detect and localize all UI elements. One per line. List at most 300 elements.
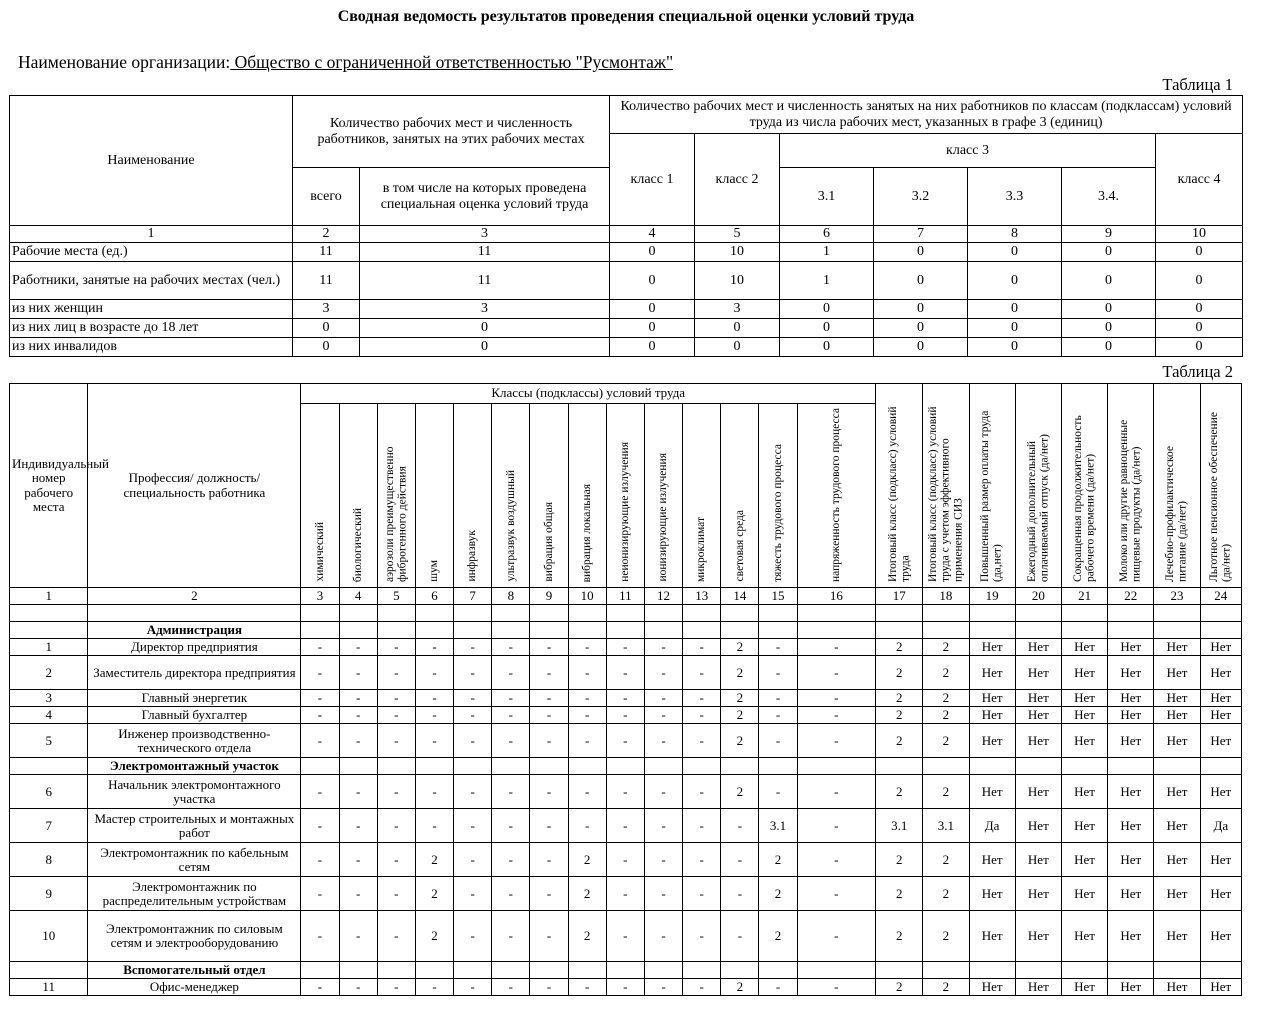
column-number: 24 [1200,588,1241,605]
value-cell: 0 [968,338,1062,357]
empty-cell [530,605,568,622]
value-cell: - [530,724,568,758]
header-factor-column [721,404,759,588]
column-number: 23 [1154,588,1200,605]
empty-cell [1200,962,1241,979]
header-factor-column [797,404,875,588]
profession-name: Начальник электромонтажного участка [88,775,301,809]
empty-cell [301,962,339,979]
workplace-number: 10 [10,911,88,962]
section-row [10,758,1242,775]
empty-cell [339,622,377,639]
value-cell: 0 [610,338,695,357]
value-cell: - [683,843,721,877]
value-cell: - [415,707,453,724]
value-cell: - [797,690,875,707]
value-cell: 2 [721,656,759,690]
header-class1: класс 1 [610,134,695,226]
value-cell: 0 [968,262,1062,300]
workplace-number: 1 [10,639,88,656]
value-cell: - [606,707,644,724]
value-cell: Нет [1015,843,1061,877]
value-cell: 0 [1156,338,1243,357]
table-row [10,911,1242,962]
value-cell: - [683,639,721,656]
value-cell: 2 [876,707,923,724]
empty-cell [568,758,606,775]
value-cell: - [606,877,644,911]
header-extra-label: Повышенный размер оплаты труда (да,нет) [979,410,1005,582]
empty-cell [1154,622,1200,639]
empty-cell [1015,622,1061,639]
header-extra-column [1015,384,1061,588]
value-cell: - [568,724,606,758]
empty-cell [492,962,530,979]
empty-cell [492,605,530,622]
value-cell: Нет [969,877,1015,911]
header-total: всего [293,168,360,226]
empty-cell [644,605,682,622]
empty-cell [683,605,721,622]
value-cell: - [606,724,644,758]
value-cell: - [568,707,606,724]
value-cell: - [797,877,875,911]
empty-cell [1108,962,1154,979]
value-cell: Нет [1200,979,1241,996]
value-cell: 0 [610,243,695,262]
empty-cell [923,758,969,775]
empty-cell [606,962,644,979]
table2-label: Таблица 2 [1162,362,1233,381]
workplace-number: 9 [10,877,88,911]
value-cell: - [606,639,644,656]
empty-cell [492,758,530,775]
value-cell: - [759,656,797,690]
value-cell: - [301,639,339,656]
value-cell: - [568,639,606,656]
organization-line [18,52,673,73]
table-row [10,775,1242,809]
table-row [10,656,1242,690]
value-cell: - [454,979,492,996]
value-cell: - [377,809,415,843]
value-cell: - [454,656,492,690]
value-cell: 3.1 [759,809,797,843]
empty-cell [530,962,568,979]
table-row [10,300,1243,319]
header-factor-column [568,404,606,588]
value-cell: 2 [876,724,923,758]
empty-cell [492,622,530,639]
section-title: Вспомогательный отдел [88,962,301,979]
value-cell: 11 [360,243,610,262]
header-classes-group: Количество рабочих мест и численность занятых на них работников по классам (подклассам) условий труда из числа рабочих мест, указанных в графе 3 (единиц) [610,96,1243,134]
value-cell: 0 [360,338,610,357]
column-numbers-row [10,588,1242,605]
value-cell: Нет [1015,979,1061,996]
value-cell: - [377,911,415,962]
header-extra-label: Сокращенная продолжительность рабочего времени (да/нет) [1071,415,1097,582]
value-cell: Нет [969,843,1015,877]
value-cell: 2 [876,843,923,877]
value-cell: - [721,809,759,843]
header-factor-column [683,404,721,588]
profession-name: Директор предприятия [88,639,301,656]
value-cell: 2 [721,639,759,656]
value-cell: - [377,775,415,809]
value-cell: - [492,639,530,656]
column-number: 6 [780,226,874,243]
empty-cell [797,605,875,622]
empty-cell [377,605,415,622]
value-cell: - [797,639,875,656]
empty-cell [1154,605,1200,622]
value-cell: Нет [1200,843,1241,877]
value-cell: - [683,775,721,809]
column-number: 1 [10,226,293,243]
value-cell: - [644,809,682,843]
table-row [10,843,1242,877]
column-number: 3 [360,226,610,243]
empty-cell [683,758,721,775]
empty-cell [301,605,339,622]
header-workplace-id: Индивидуальный номер рабочего места [10,384,88,588]
table-row [10,262,1243,300]
value-cell: - [454,775,492,809]
value-cell: Нет [1108,775,1154,809]
value-cell: - [530,690,568,707]
value-cell: Нет [1061,639,1107,656]
empty-cell [969,622,1015,639]
empty-cell [301,758,339,775]
value-cell: - [644,775,682,809]
value-cell: - [721,911,759,962]
value-cell: - [415,809,453,843]
value-cell: - [530,775,568,809]
empty-cell [759,758,797,775]
value-cell: - [606,656,644,690]
header-assessed: в том числе на которых проведена специальная оценка условий труда [360,168,610,226]
value-cell: - [797,724,875,758]
value-cell: 0 [610,319,695,338]
value-cell: Нет [1061,775,1107,809]
value-cell: 0 [780,300,874,319]
empty-cell [923,962,969,979]
empty-cell [876,622,923,639]
column-number: 1 [10,588,88,605]
empty-cell [530,758,568,775]
empty-cell [721,758,759,775]
value-cell: Нет [1108,639,1154,656]
value-cell: 2 [876,979,923,996]
value-cell: - [568,690,606,707]
value-cell: 2 [721,979,759,996]
value-cell: 0 [1062,300,1156,319]
value-cell: - [339,809,377,843]
header-classes: Классы (подклассы) условий труда [301,384,876,404]
row-name: из них инвалидов [10,338,293,357]
value-cell: 2 [923,911,969,962]
empty-cell [454,758,492,775]
table-row [10,639,1242,656]
empty-cell [759,605,797,622]
header-extra-column [1108,384,1154,588]
empty-cell [969,605,1015,622]
table-row [10,809,1242,843]
value-cell: - [683,690,721,707]
value-cell: Нет [1154,843,1200,877]
empty-cell [1200,605,1241,622]
column-numbers-row [10,226,1243,243]
empty-cell [721,962,759,979]
empty-cell [1108,605,1154,622]
value-cell: - [301,775,339,809]
column-number: 8 [968,226,1062,243]
empty-cell [1061,758,1107,775]
header-extra-label: Лечебно-профилактическое питание (да/нет) [1164,445,1189,582]
empty-cell [10,758,88,775]
value-cell: 1 [780,243,874,262]
profession-name: Инженер производственно-технического отдела [88,724,301,758]
value-cell: - [683,911,721,962]
row-name: из них женщин [10,300,293,319]
header-extra-column [969,384,1015,588]
value-cell: Нет [969,775,1015,809]
value-cell: 0 [1156,319,1243,338]
workplace-number: 2 [10,656,88,690]
value-cell: 0 [874,300,968,319]
value-cell: Нет [1061,809,1107,843]
value-cell: 0 [610,262,695,300]
value-cell: - [683,656,721,690]
empty-cell [1061,622,1107,639]
row-name: Работники, занятые на рабочих местах (чел.) [10,262,293,300]
value-cell: Нет [1015,775,1061,809]
header-sub-3-3: 3.3 [968,168,1062,226]
header-extra-label: Молоко или другие равноценные пищевые продукты (да/нет) [1118,419,1143,582]
blank-row [10,605,1242,622]
value-cell: 11 [293,243,360,262]
table-row [10,724,1242,758]
value-cell: - [606,979,644,996]
empty-cell [377,962,415,979]
value-cell: - [454,724,492,758]
header-factor-label: аэрозоли преимущественно фиброгенного действия [383,446,409,582]
header-factor-label: биологический [351,507,364,582]
value-cell: 0 [874,319,968,338]
value-cell: 2 [923,724,969,758]
value-cell: Да [1200,809,1241,843]
value-cell: 11 [293,262,360,300]
empty-cell [797,758,875,775]
value-cell: Нет [1061,877,1107,911]
value-cell: 0 [1156,300,1243,319]
value-cell: Нет [1108,724,1154,758]
value-cell: Нет [969,724,1015,758]
value-cell: Да [969,809,1015,843]
value-cell: - [644,979,682,996]
value-cell: Нет [1200,724,1241,758]
value-cell: 0 [1062,319,1156,338]
header-sub-3-2: 3.2 [874,168,968,226]
profession-name: Главный энергетик [88,690,301,707]
column-number: 19 [969,588,1015,605]
header-extra-column [923,384,969,588]
value-cell: Нет [1154,724,1200,758]
empty-cell [606,622,644,639]
value-cell: - [644,690,682,707]
value-cell: - [454,809,492,843]
value-cell: 2 [568,911,606,962]
column-number: 21 [1061,588,1107,605]
empty-cell [1154,758,1200,775]
value-cell: 0 [360,319,610,338]
column-number: 12 [644,588,682,605]
value-cell: - [606,690,644,707]
empty-cell [339,758,377,775]
value-cell: - [301,809,339,843]
value-cell: 2 [923,639,969,656]
header-factor-label: неионизирующие излучения [619,442,632,582]
empty-cell [1015,605,1061,622]
column-number: 10 [568,588,606,605]
value-cell: - [683,877,721,911]
empty-cell [1108,622,1154,639]
value-cell: 0 [968,243,1062,262]
empty-cell [876,962,923,979]
value-cell: - [797,809,875,843]
value-cell: Нет [1015,639,1061,656]
empty-cell [339,962,377,979]
value-cell: 0 [1156,262,1243,300]
value-cell: 2 [721,775,759,809]
value-cell: - [339,911,377,962]
value-cell: 11 [360,262,610,300]
empty-cell [10,605,88,622]
value-cell: Нет [1061,656,1107,690]
value-cell: 0 [968,300,1062,319]
value-cell: - [759,639,797,656]
value-cell: Нет [1061,979,1107,996]
header-factor-column [606,404,644,588]
value-cell: 3 [293,300,360,319]
value-cell: - [415,979,453,996]
value-cell: Нет [1015,877,1061,911]
header-extra-column [876,384,923,588]
empty-cell [759,622,797,639]
value-cell: - [301,911,339,962]
value-cell: - [377,639,415,656]
empty-cell [1200,622,1241,639]
value-cell: 0 [874,243,968,262]
value-cell: 0 [780,319,874,338]
value-cell: - [454,843,492,877]
section-title: Электромонтажный участок [88,758,301,775]
value-cell: 2 [923,843,969,877]
value-cell: - [797,979,875,996]
column-number: 10 [1156,226,1243,243]
column-number: 9 [530,588,568,605]
value-cell: 2 [876,877,923,911]
value-cell: - [568,809,606,843]
profession-name: Заместитель директора предприятия [88,656,301,690]
value-cell: - [377,724,415,758]
value-cell: 0 [695,338,780,357]
value-cell: - [492,877,530,911]
value-cell: Нет [1015,911,1061,962]
section-row [10,962,1242,979]
value-cell: 2 [415,877,453,911]
value-cell: - [568,775,606,809]
value-cell: Нет [1015,690,1061,707]
value-cell: - [606,843,644,877]
value-cell: Нет [1108,707,1154,724]
value-cell: - [377,690,415,707]
header-factor-label: микроклимат [695,516,708,582]
empty-cell [606,605,644,622]
header-factor-column [492,404,530,588]
value-cell: - [721,843,759,877]
value-cell: - [644,724,682,758]
value-cell: - [759,724,797,758]
profession-name: Главный бухгалтер [88,707,301,724]
value-cell: 2 [876,639,923,656]
empty-cell [759,962,797,979]
empty-cell [88,605,301,622]
value-cell: 0 [780,338,874,357]
value-cell: 2 [876,690,923,707]
value-cell: - [339,775,377,809]
value-cell: - [492,843,530,877]
empty-cell [1015,758,1061,775]
value-cell: - [415,724,453,758]
empty-cell [377,622,415,639]
value-cell: Нет [969,979,1015,996]
value-cell: - [530,911,568,962]
header-extra-column [1154,384,1200,588]
value-cell: 3 [695,300,780,319]
organization-name: Общество с ограниченной ответственностью "Русмонтаж" [230,52,674,72]
value-cell: - [530,979,568,996]
header-extra-column [1061,384,1107,588]
value-cell: - [377,843,415,877]
empty-cell [415,622,453,639]
value-cell: Нет [1200,911,1241,962]
value-cell: - [454,639,492,656]
empty-cell [797,622,875,639]
value-cell: 0 [293,338,360,357]
empty-cell [10,962,88,979]
empty-cell [454,962,492,979]
column-number: 20 [1015,588,1061,605]
table-row [10,690,1242,707]
workplace-number: 4 [10,707,88,724]
empty-cell [923,622,969,639]
empty-cell [1108,758,1154,775]
table-row [10,338,1243,357]
column-number: 3 [301,588,339,605]
header-factor-column [339,404,377,588]
workplace-number: 6 [10,775,88,809]
section-row [10,622,1242,639]
column-number: 5 [695,226,780,243]
value-cell: 2 [923,979,969,996]
value-cell: Нет [1200,656,1241,690]
value-cell: Нет [1108,690,1154,707]
value-cell: 2 [415,911,453,962]
value-cell: 0 [1062,338,1156,357]
value-cell: - [759,775,797,809]
